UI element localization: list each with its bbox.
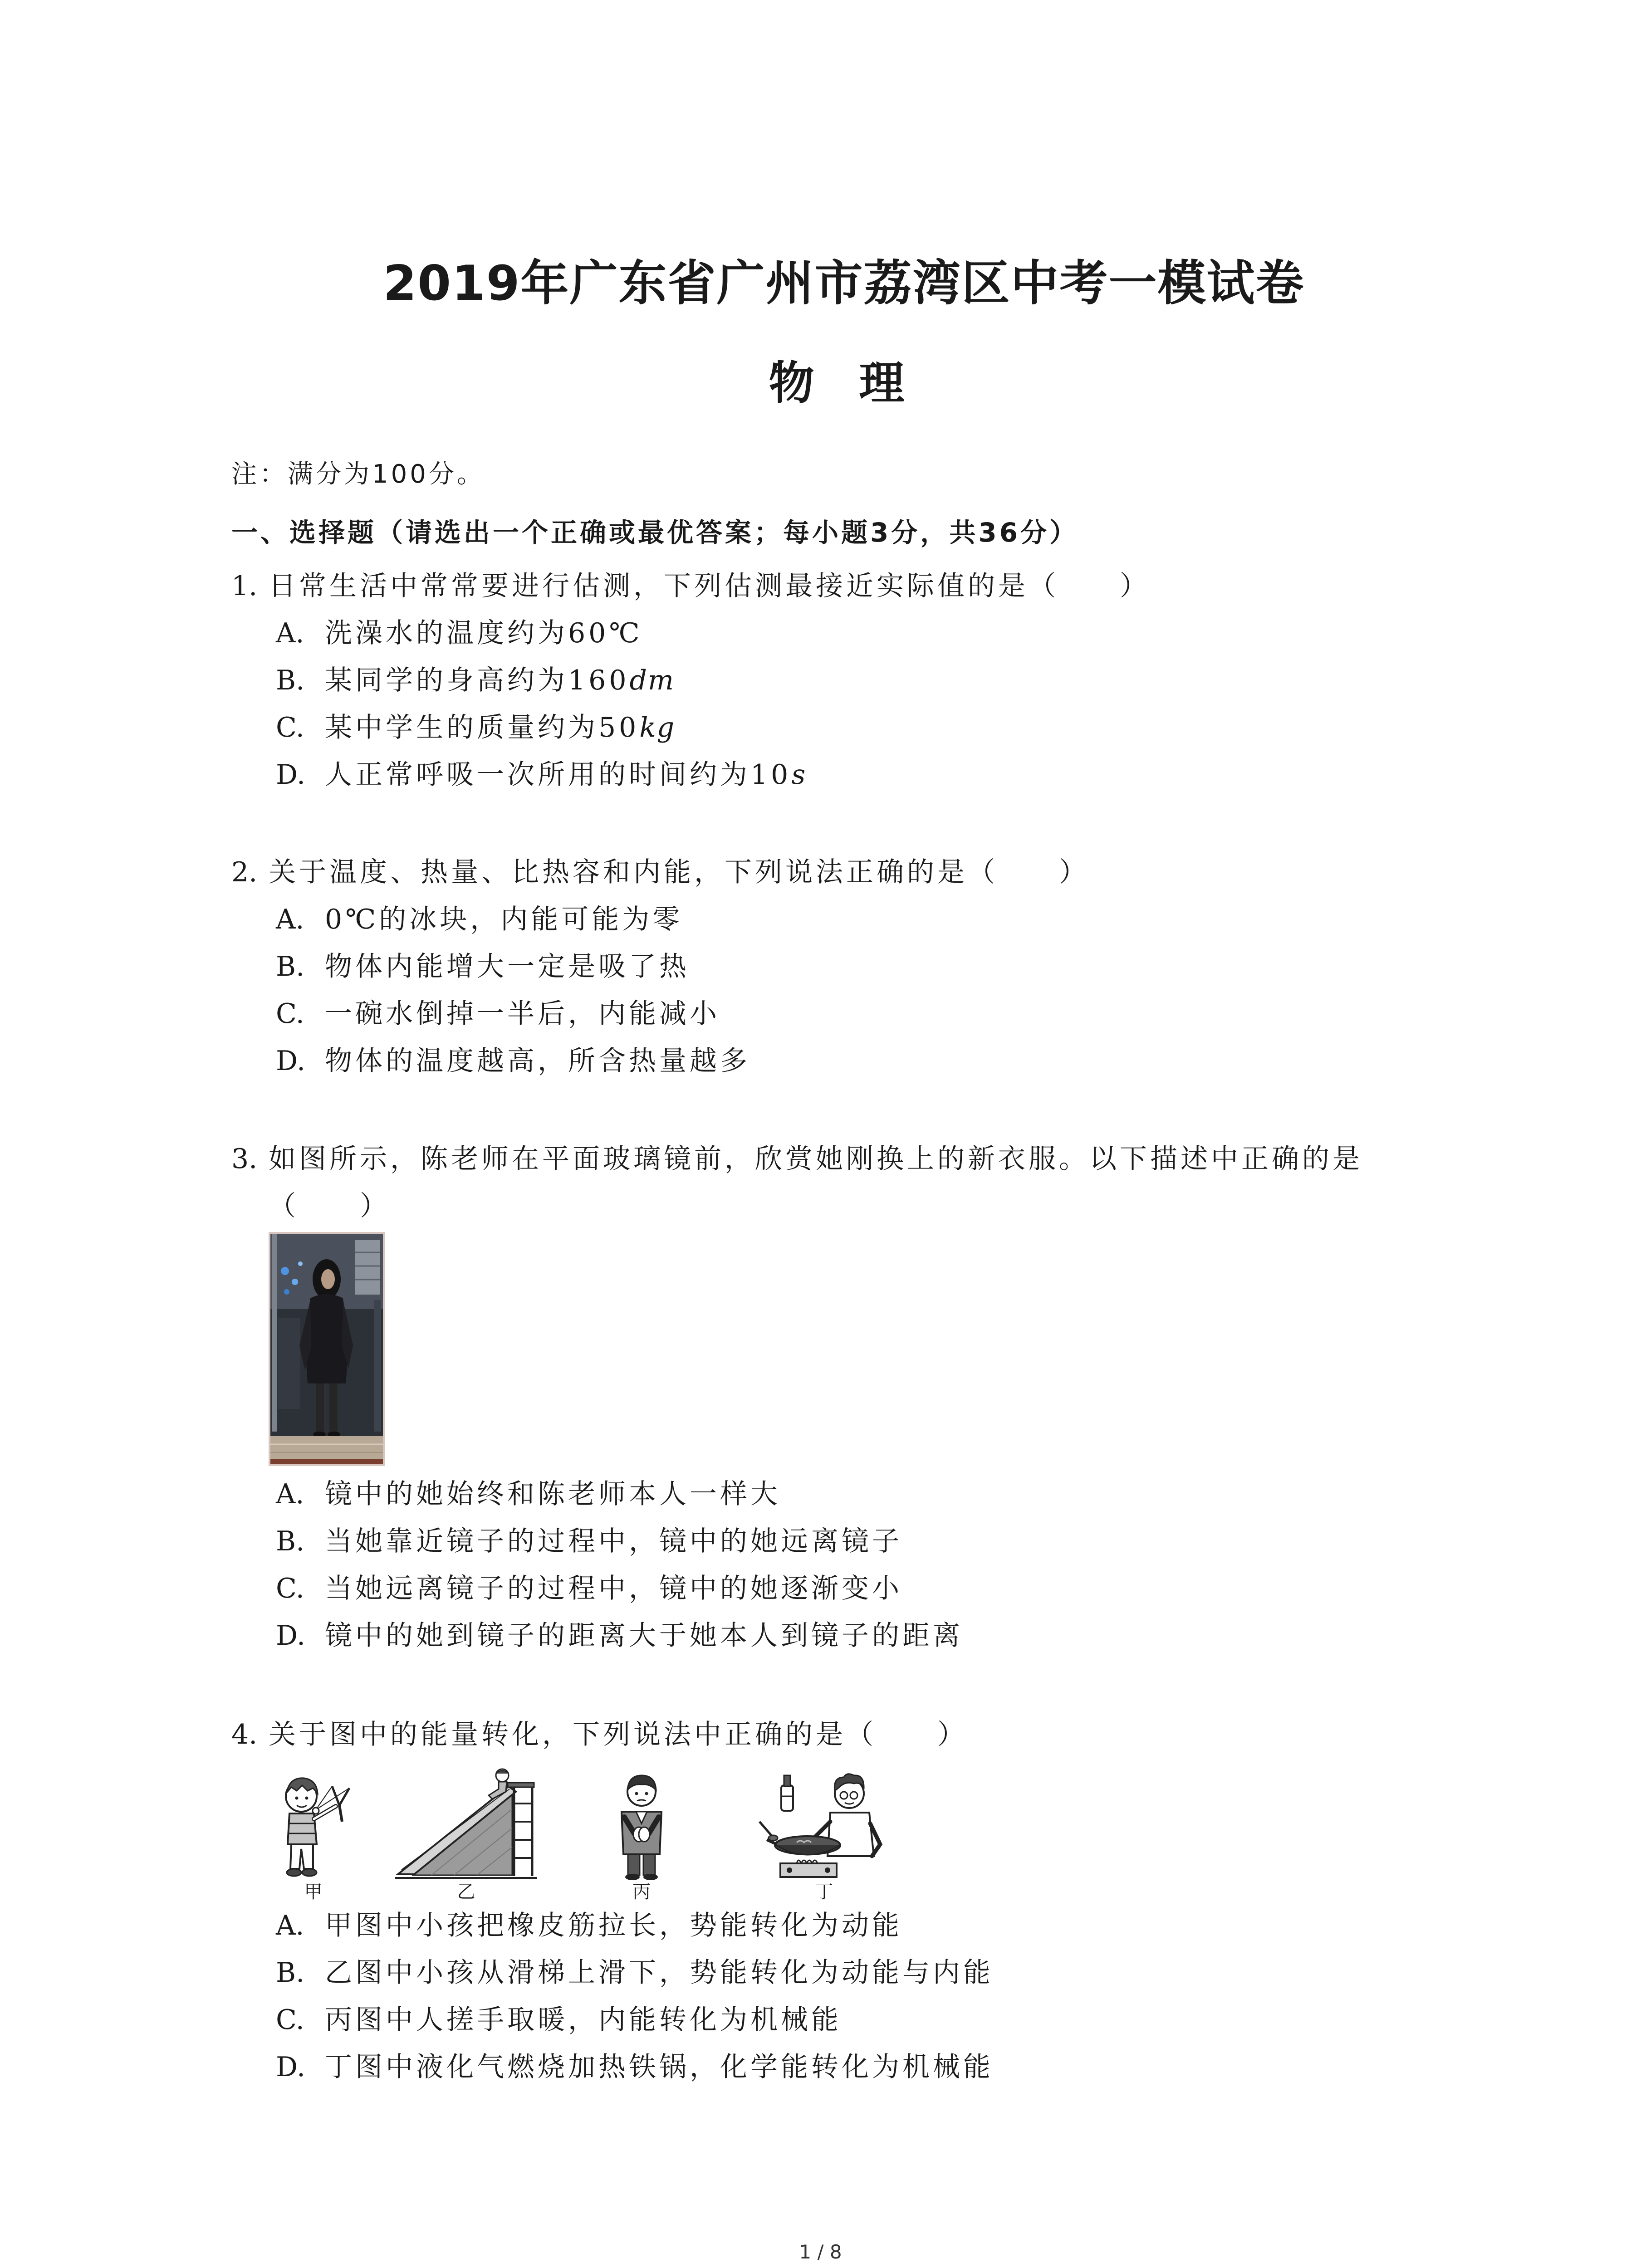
option-letter: C. bbox=[276, 2004, 304, 2036]
option-letter: D. bbox=[276, 2051, 306, 2083]
option-unit: kg bbox=[639, 712, 676, 743]
option-unit: dm bbox=[629, 665, 675, 696]
slide-illustration bbox=[395, 1767, 537, 1882]
question-1 bbox=[231, 562, 1502, 798]
option-a bbox=[276, 896, 1502, 943]
question-number: 1. bbox=[231, 570, 258, 602]
slingshot-boy-illustration bbox=[269, 1767, 358, 1882]
option-text: 丙图中人搓手取暖，内能转化为机械能 bbox=[325, 2004, 842, 2036]
question-4 bbox=[231, 1711, 1502, 2091]
option-text: 当她远离镜子的过程中，镜中的她逐渐变小 bbox=[325, 1573, 902, 1604]
subject-title: 物 理 bbox=[769, 357, 919, 410]
option-text: 丁图中液化气燃烧加热铁锅，化学能转化为机械能 bbox=[325, 2051, 994, 2083]
option-letter: D. bbox=[276, 1045, 306, 1077]
exam-title: 2019年广东省广州市荔湾区中考一模试卷 bbox=[383, 255, 1305, 311]
option-b bbox=[276, 943, 1502, 990]
question-stem: 日常生活中常常要进行估测，下列估测最接近实际值的是（ ） bbox=[269, 570, 1150, 602]
option-value: 某同学的身高约为160 bbox=[325, 665, 630, 696]
option-text: 当她靠近镜子的过程中，镜中的她远离镜子 bbox=[325, 1525, 902, 1557]
figure-label: 丙 bbox=[632, 1882, 651, 1902]
option-a bbox=[276, 610, 1502, 657]
option-text bbox=[325, 704, 675, 751]
stove bbox=[780, 1863, 837, 1877]
option-d bbox=[276, 1037, 1502, 1085]
option-letter: B. bbox=[276, 951, 305, 982]
option-text bbox=[325, 751, 806, 798]
question-stem-row bbox=[231, 849, 1502, 896]
option-c bbox=[276, 1565, 1502, 1612]
option-letter: C. bbox=[276, 1573, 304, 1604]
question-stem: 如图所示，陈老师在平面玻璃镜前，欣赏她刚换上的新衣服。以下描述中正确的是（ ） bbox=[269, 1143, 1363, 1222]
rubbing-hands-illustration bbox=[604, 1767, 679, 1882]
question-stem-row bbox=[231, 562, 1502, 610]
question-stem-row bbox=[231, 1135, 1502, 1230]
option-value: 某中学生的质量约为50 bbox=[325, 712, 640, 743]
question-stem: 关于温度、热量、比热容和内能，下列说法正确的是（ ） bbox=[269, 856, 1089, 888]
mirror-photo bbox=[269, 1232, 385, 1466]
option-letter: C. bbox=[276, 712, 304, 743]
photo-floor bbox=[269, 1436, 385, 1466]
option-letter: B. bbox=[276, 665, 305, 696]
option-a bbox=[276, 1471, 1502, 1518]
option-b bbox=[276, 657, 1502, 704]
option-value: 人正常呼吸一次所用的时间约为10 bbox=[325, 759, 792, 791]
option-c bbox=[276, 1996, 1502, 2043]
option-text: 0℃的冰块，内能可能为零 bbox=[325, 904, 683, 935]
option-text: 乙图中小孩从滑梯上滑下，势能转化为动能与内能 bbox=[325, 1957, 994, 1989]
option-letter: B. bbox=[276, 1525, 305, 1557]
spatula bbox=[759, 1822, 778, 1841]
option-text: 一碗水倒掉一半后，内能减小 bbox=[325, 998, 720, 1030]
figure-label: 丁 bbox=[815, 1882, 833, 1902]
option-letter: B. bbox=[276, 1957, 305, 1989]
option-d bbox=[276, 2043, 1502, 2091]
option-text: 甲图中小孩把橡皮筋拉长，势能转化为动能 bbox=[325, 1910, 902, 1941]
boy-head bbox=[286, 1778, 318, 1812]
option-letter: D. bbox=[276, 759, 306, 791]
question-3 bbox=[231, 1135, 1502, 1659]
figure-bing bbox=[604, 1767, 679, 1902]
figure-yi bbox=[395, 1767, 537, 1902]
man-head bbox=[627, 1775, 656, 1806]
question-stem-row bbox=[231, 1711, 1502, 1758]
option-letter: C. bbox=[276, 998, 304, 1030]
section-heading: 一、选择题（请选出一个正确或最优答案；每小题3分，共36分） bbox=[231, 517, 1079, 548]
figure-ding bbox=[753, 1767, 895, 1902]
boy-body bbox=[287, 1813, 317, 1876]
score-note: 注：满分为100分。 bbox=[231, 459, 485, 489]
figure-jia bbox=[269, 1767, 358, 1902]
option-unit: s bbox=[791, 759, 807, 791]
option-text: 物体的温度越高，所含热量越多 bbox=[325, 1045, 750, 1077]
energy-figures bbox=[269, 1767, 1502, 1902]
option-text: 镜中的她到镜子的距离大于她本人到镜子的距离 bbox=[325, 1620, 963, 1652]
option-letter: A. bbox=[276, 1910, 304, 1941]
option-text bbox=[325, 657, 675, 704]
option-text: 镜中的她始终和陈老师本人一样大 bbox=[325, 1478, 781, 1510]
figure-label: 甲 bbox=[304, 1882, 323, 1902]
option-c bbox=[276, 704, 1502, 751]
option-c bbox=[276, 990, 1502, 1037]
option-letter: A. bbox=[276, 904, 304, 935]
option-letter: D. bbox=[276, 1620, 306, 1652]
option-b bbox=[276, 1518, 1502, 1565]
option-text: 洗澡水的温度约为60℃ bbox=[325, 617, 643, 649]
question-stem: 关于图中的能量转化，下列说法中正确的是（ ） bbox=[269, 1719, 968, 1750]
figure-label: 乙 bbox=[457, 1882, 475, 1902]
option-d bbox=[276, 1612, 1502, 1659]
bottle bbox=[781, 1775, 793, 1811]
option-a bbox=[276, 1902, 1502, 1949]
option-d bbox=[276, 751, 1502, 798]
option-text: 物体内能增大一定是吸了热 bbox=[325, 951, 690, 982]
slingshot bbox=[313, 1786, 349, 1822]
question-number: 4. bbox=[231, 1719, 258, 1750]
option-b bbox=[276, 1949, 1502, 1996]
option-letter: A. bbox=[276, 617, 304, 649]
page-number: 1 / 8 bbox=[799, 2241, 842, 2263]
cooking-stove-illustration bbox=[753, 1767, 895, 1882]
question-number: 2. bbox=[231, 856, 258, 888]
question-number: 3. bbox=[231, 1143, 258, 1175]
question-2 bbox=[231, 849, 1502, 1085]
option-letter: A. bbox=[276, 1478, 304, 1510]
